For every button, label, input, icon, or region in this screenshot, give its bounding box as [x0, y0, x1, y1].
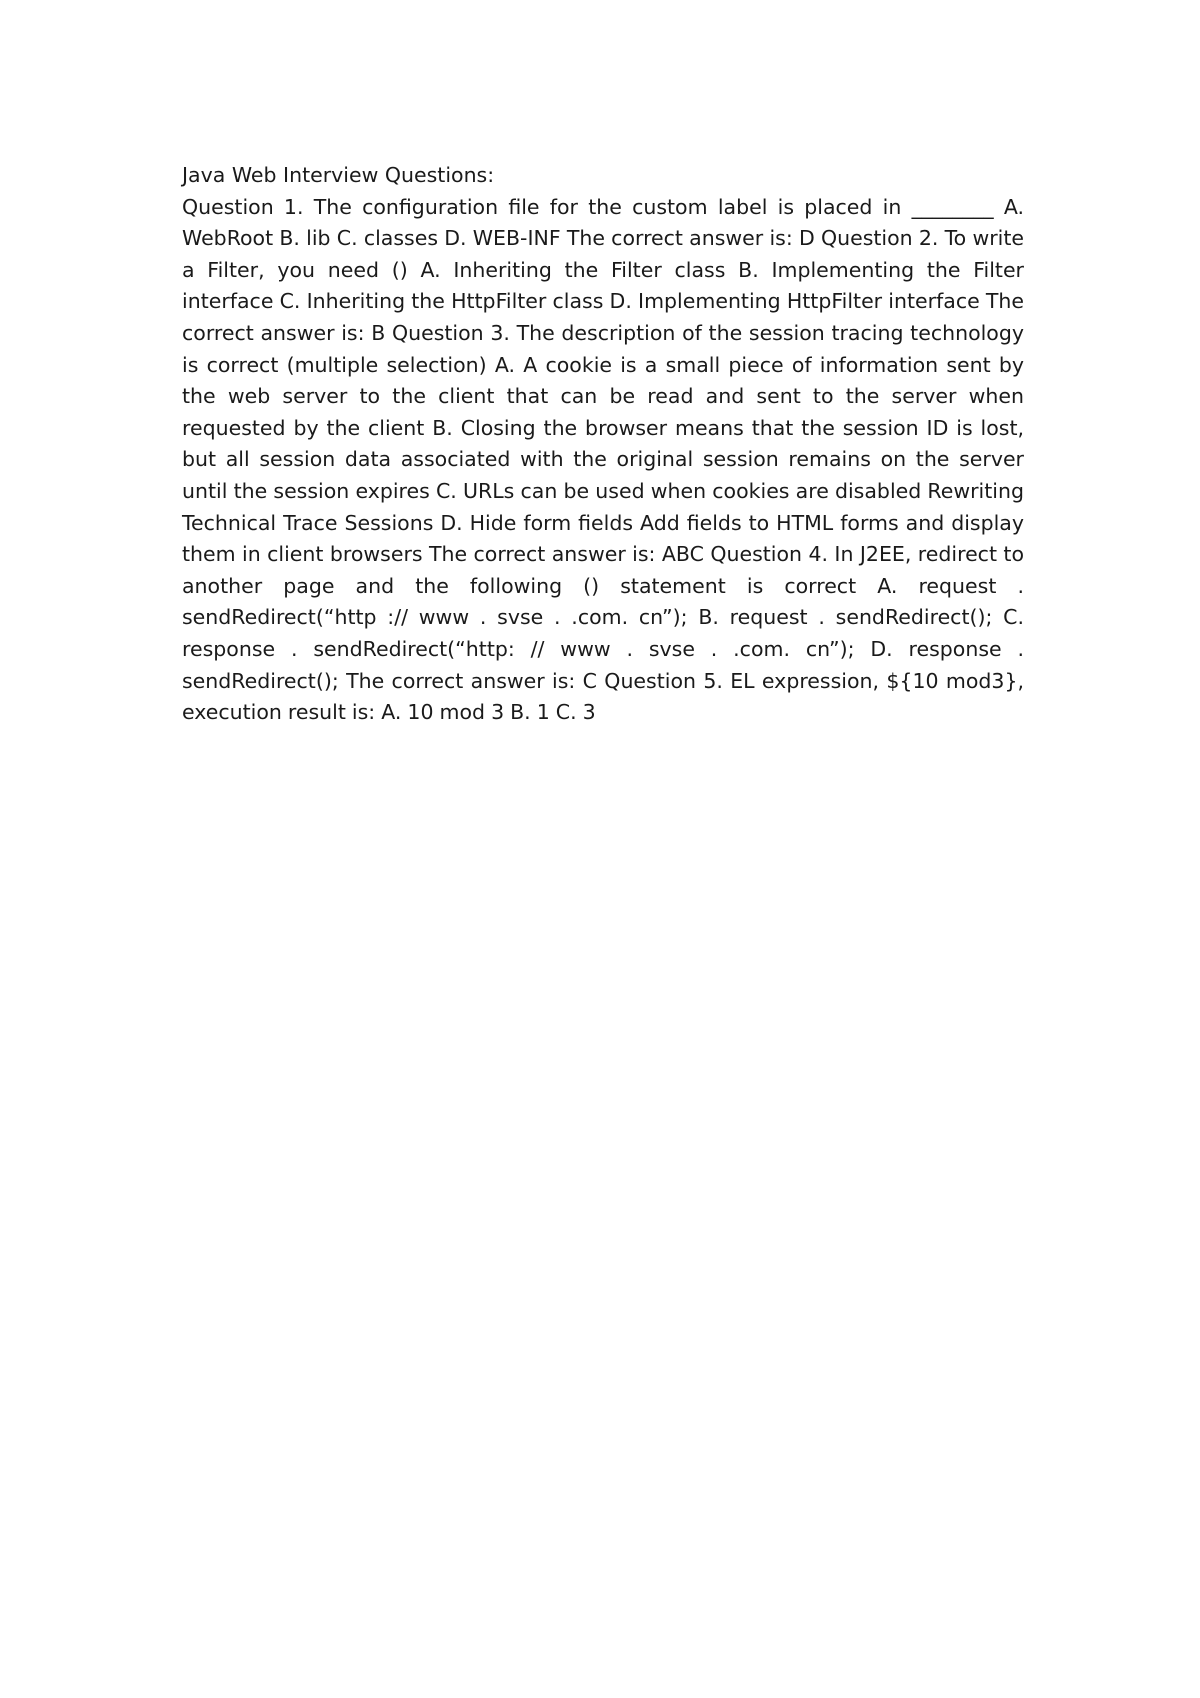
document-body-text: Question 1. The configuration file for the custom label is placed in ________ A. WebRoot B. lib C. classes D. WEB-INF The correct answer is: D Question 2. To write a Filter, you need () A. Inheriting the Filter class B. Implementing the Filter interface C. Inheriting the HttpFilter class D. Implementing HttpFilter interface The correct answer is: B Question 3. The description of the session tracing technology is correct (multiple selection) A. A cookie is a small piece of information sent by the web server to the client that can be read and sent to the server when requested by the client B. Closing the browser means that the session ID is lost, but all session data associated with the original session remains on the server until the session expires C. URLs can be used when cookies are disabled Rewriting Technical Trace Sessions D. Hide form fields Add fields to HTML forms and display them in client browsers The correct answer is: ABC Question 4. In J2EE, redirect to another page and the following () statement is correct A. request . sendRedirect(“http :// www . svse . .com. cn”); B. request . sendRedirect(); C. response . sendRedirect(“http: // www . svse . .com. cn”); D. response . sendRedirect(); The correct answer is: C Question 5. EL expression, ${10 mod3}, execution result is: A. 10 mod 3 B. 1 C. 3 — [182, 194, 1024, 725]
document-content — [182, 160, 1024, 729]
document-title: Java Web Interview Questions: — [182, 163, 495, 187]
